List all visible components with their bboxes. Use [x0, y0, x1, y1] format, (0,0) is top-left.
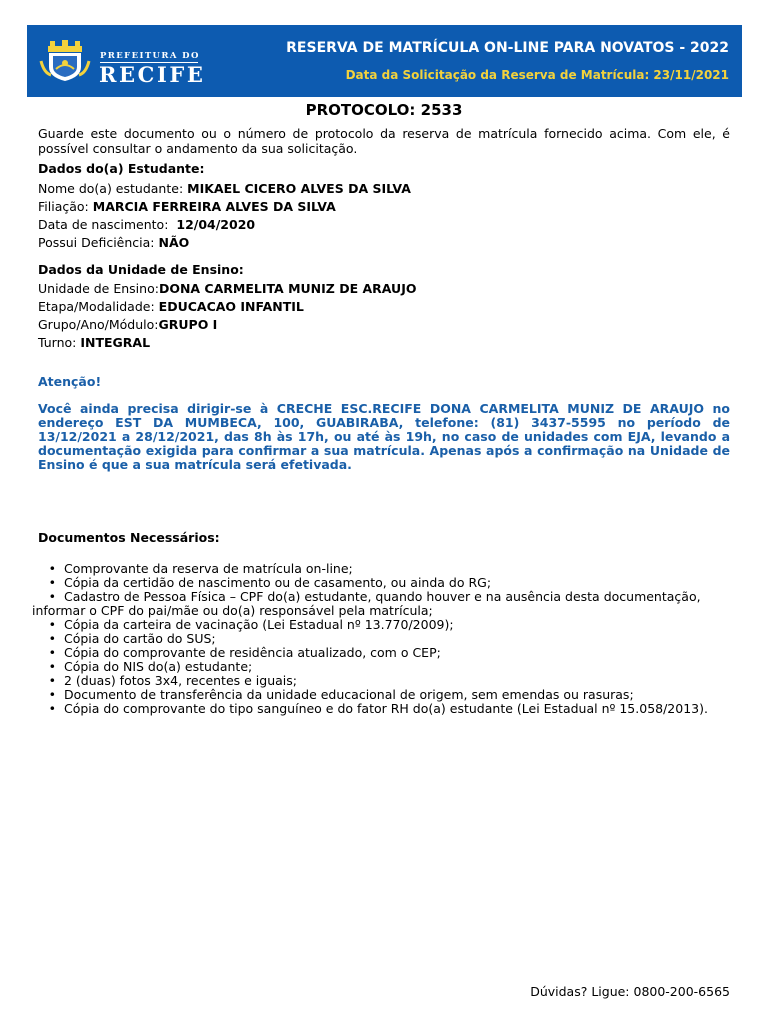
list-item: • 2 (duas) fotos 3x4, recentes e iguais;: [32, 674, 732, 688]
shift-value: INTEGRAL: [80, 335, 151, 350]
student-name-row: [38, 182, 411, 196]
page-title: RESERVA DE MATRÍCULA ON-LINE PARA NOVATOS - 2022: [286, 40, 729, 56]
group-value: GRUPO I: [158, 317, 218, 332]
bullet-icon: •: [48, 575, 64, 590]
parent-row: [38, 200, 336, 214]
guard-notice: Guarde este documento ou o número de protocolo da reserva de matrícula fornecido acima. Com ele, é possível consultar o andamento da sua solicitação.: [38, 126, 730, 156]
list-item: • Cópia do cartão do SUS;: [32, 632, 732, 646]
unit-row: [38, 282, 416, 296]
list-item: • Cópia do NIS do(a) estudante;: [32, 660, 732, 674]
stage-label: Etapa/Modalidade:: [38, 299, 155, 314]
school-section-title: Dados da Unidade de Ensino:: [38, 262, 244, 277]
bullet-icon: •: [48, 645, 64, 660]
logo-bottom-text: RECIFE: [99, 62, 206, 87]
bullet-icon: •: [48, 687, 64, 702]
header-bar: [27, 25, 742, 97]
list-item: • Comprovante da reserva de matrícula on-line;: [32, 562, 732, 576]
list-item: • Cópia do comprovante de residência atualizado, com o CEP;: [32, 646, 732, 660]
stage-value: EDUCACAO INFANTIL: [158, 299, 304, 314]
student-section-title: Dados do(a) Estudante:: [38, 161, 205, 176]
attention-title: Atenção!: [38, 374, 102, 389]
list-item: • Cópia da carteira de vacinação (Lei Estadual nº 13.770/2009);: [32, 618, 732, 632]
disability-label: Possui Deficiência:: [38, 235, 155, 250]
shift-row: [38, 336, 150, 350]
student-name-value: MIKAEL CICERO ALVES DA SILVA: [187, 181, 411, 196]
birth-row: [38, 218, 255, 232]
student-name-label: Nome do(a) estudante:: [38, 181, 184, 196]
disability-value: NÃO: [158, 235, 190, 250]
bullet-icon: •: [48, 561, 64, 576]
shift-label: Turno:: [38, 335, 77, 350]
birth-label: Data de nascimento:: [38, 217, 169, 232]
prefeitura-logo: [37, 36, 206, 87]
parent-value: MARCIA FERREIRA ALVES DA SILVA: [92, 199, 336, 214]
list-item: • Cópia da certidão de nascimento ou de casamento, ou ainda do RG;: [32, 576, 732, 590]
unit-label: Unidade de Ensino:: [38, 281, 159, 296]
documents-title: Documentos Necessários:: [38, 530, 220, 545]
list-item: • Documento de transferência da unidade educacional de origem, sem emendas ou rasuras;: [32, 688, 732, 702]
attention-body: Você ainda precisa dirigir-se à CRECHE ESC.RECIFE DONA CARMELITA MUNIZ DE ARAUJO no endereço EST DA MUMBECA, 100, GUABIRABA, telefone: (81) 3437-5595 no período de 13/12/2021 a 28/12/2021, das 8h às 17h, ou até às 19h, no caso de unidades com EJA, levando a documentação exigida para confirmar a sua matrícula. Apenas após a confirmação na Unidade de Ensino é que a sua matrícula será efetivada.: [38, 401, 730, 472]
list-item: • Cadastro de Pessoa Física – CPF do(a) estudante, quando houver e na ausência desta documentação, informar o CPF do pai/mãe ou do(a) responsável pela matrícula;: [32, 589, 701, 618]
logo-top-text: PREFEITURA DO: [100, 51, 200, 61]
unit-value: DONA CARMELITA MUNIZ DE ARAUJO: [158, 281, 417, 296]
group-row: [38, 318, 217, 332]
disability-row: [38, 236, 189, 250]
list-item: • Cópia do comprovante do tipo sanguíneo e do fator RH do(a) estudante (Lei Estadual nº 15.058/2013).: [32, 702, 732, 716]
bullet-icon: •: [48, 589, 64, 604]
protocol-number: PROTOCOLO: 2533: [305, 101, 463, 119]
bullet-icon: •: [48, 659, 64, 674]
stage-row: [38, 300, 304, 314]
birth-value: 12/04/2020: [176, 217, 256, 232]
group-label: Grupo/Ano/Módulo:: [38, 317, 159, 332]
crest-icon: [39, 39, 91, 83]
bullet-icon: •: [48, 617, 64, 632]
bullet-icon: •: [48, 631, 64, 646]
request-date: Data da Solicitação da Reserva de Matrícula: 23/11/2021: [345, 68, 729, 82]
documents-list: [32, 562, 732, 716]
parent-label: Filiação:: [38, 199, 89, 214]
bullet-icon: •: [48, 701, 64, 716]
help-phone: Dúvidas? Ligue: 0800-200-6565: [530, 984, 730, 999]
bullet-icon: •: [48, 673, 64, 688]
